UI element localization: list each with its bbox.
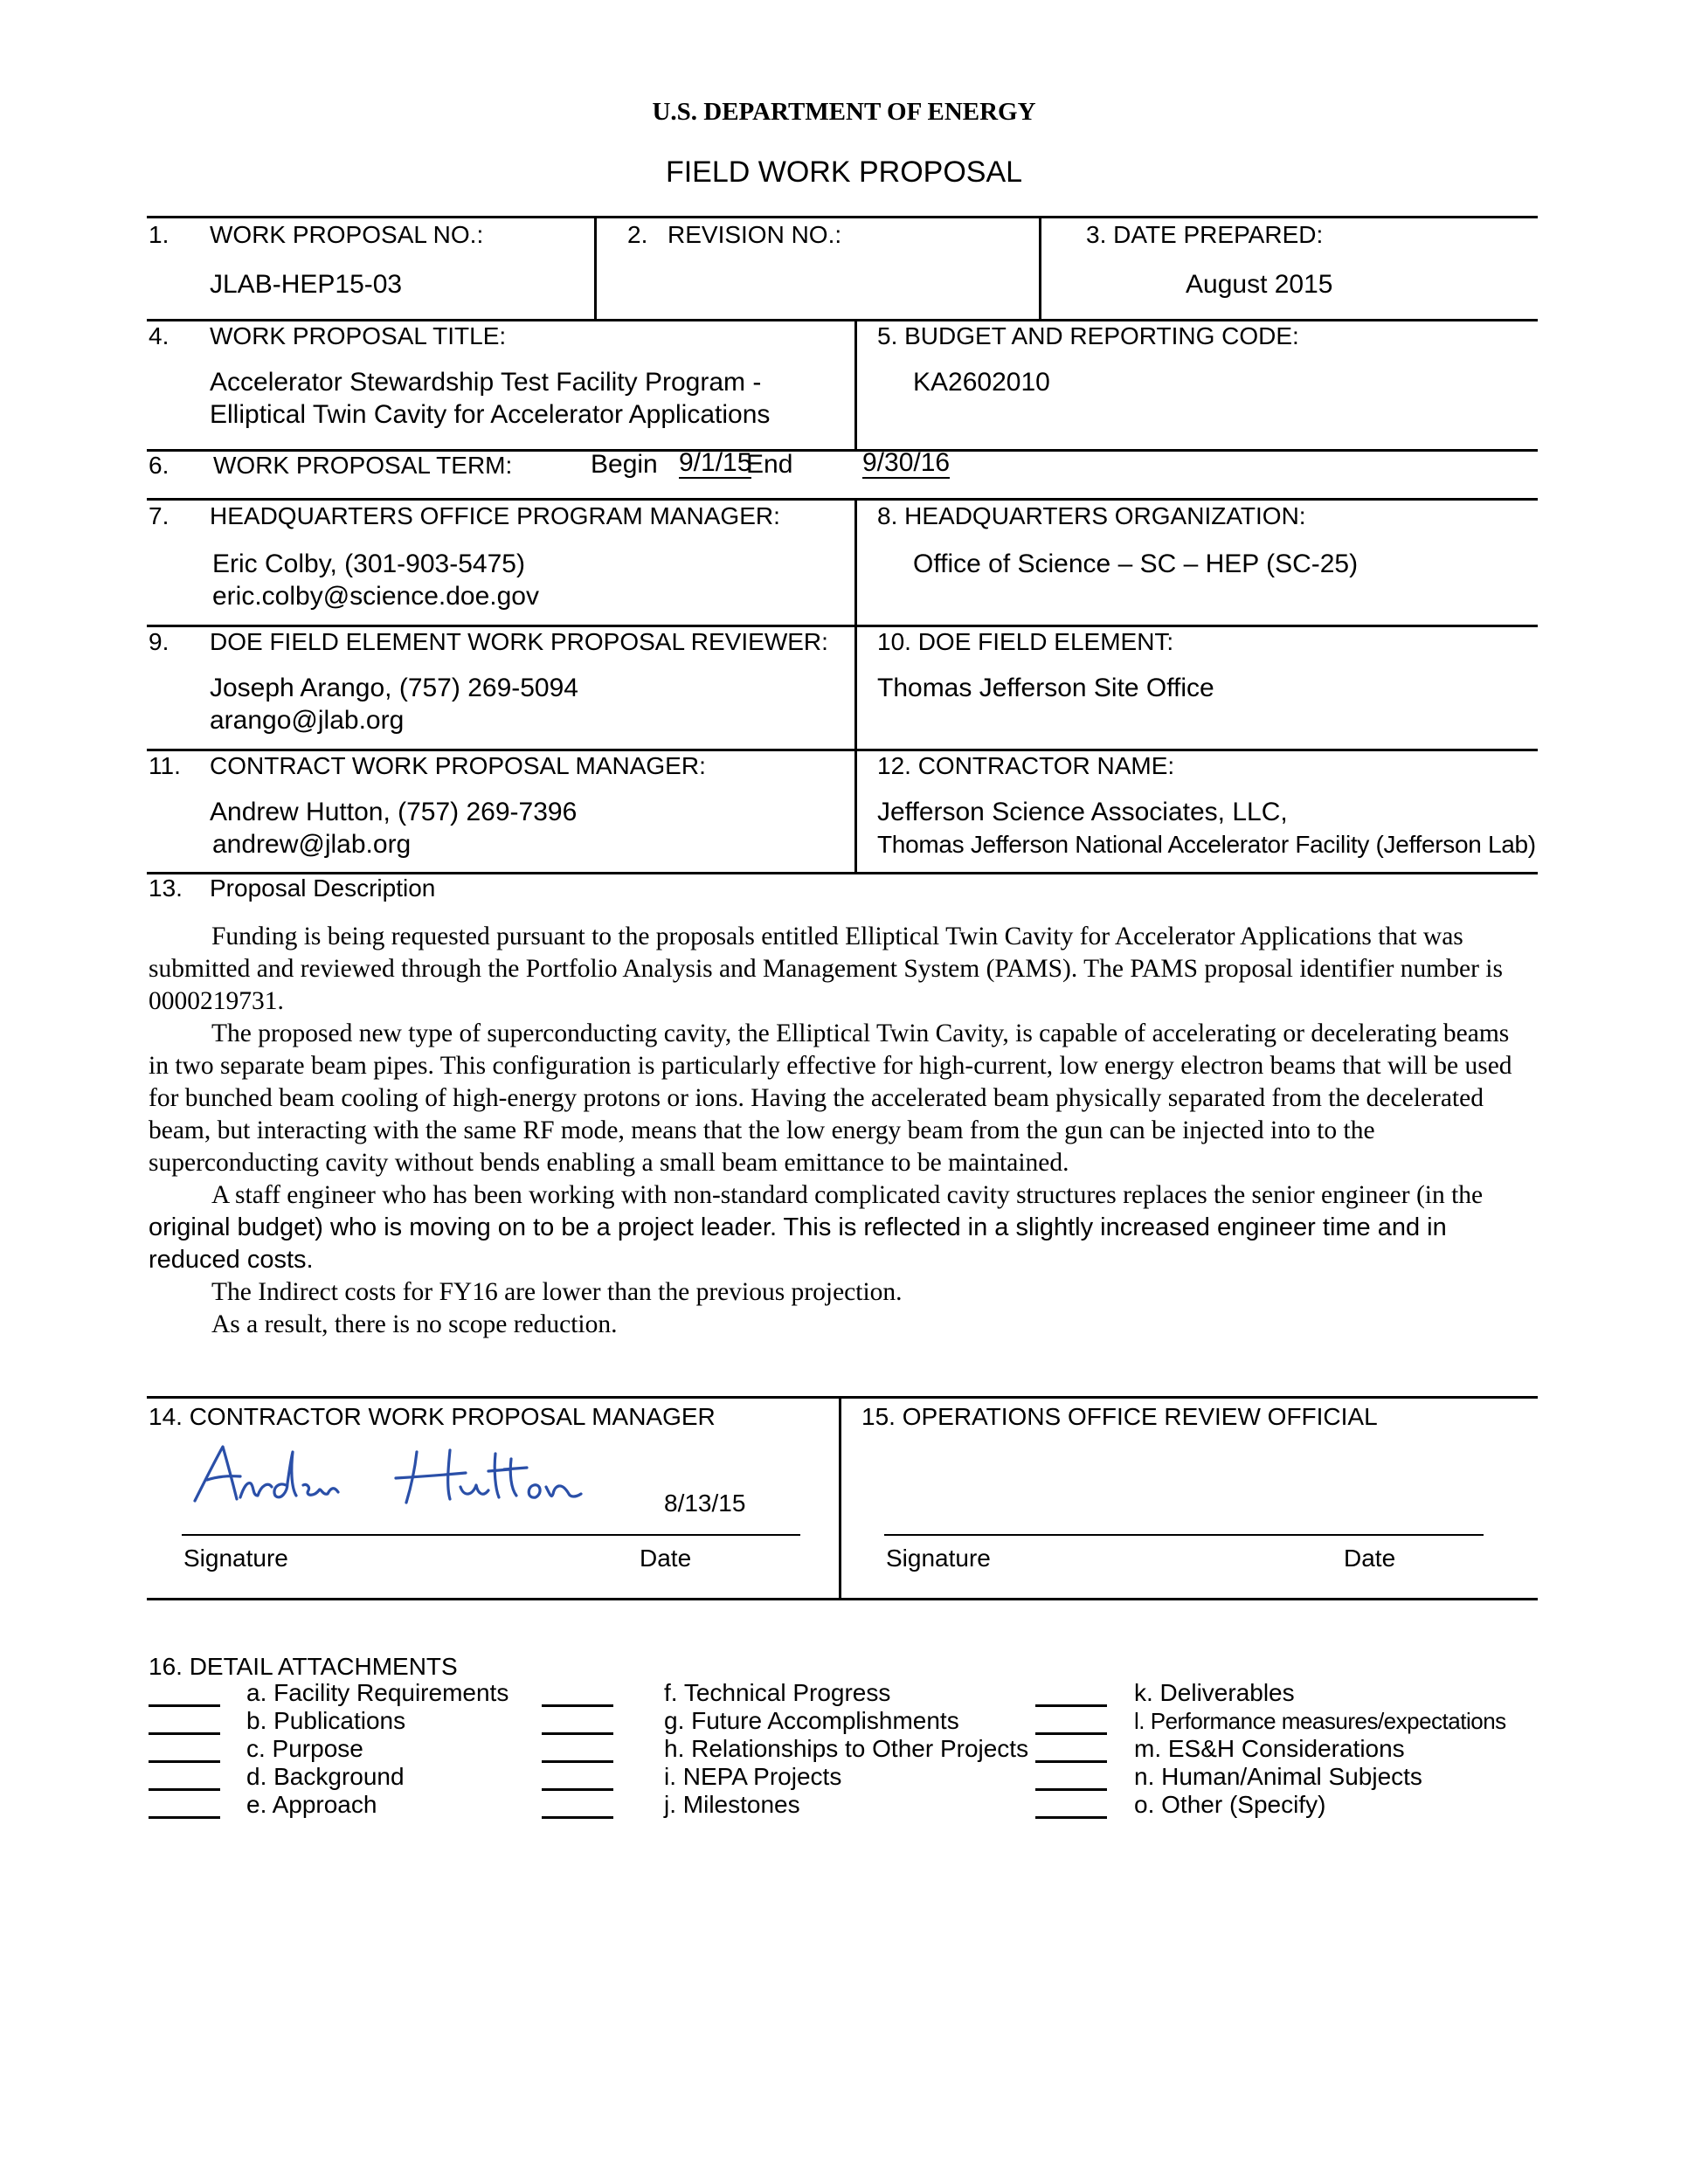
date-prepared: August 2015 [1186,270,1333,299]
field-10-label: 10. DOE FIELD ELEMENT: [877,628,1174,655]
reviewer-name-phone: Joseph Arango, (757) 269-5094 [210,674,578,702]
reviewer-email: arango@jlab.org [210,706,405,735]
field-13-number: 13. [149,874,183,902]
attachment-k-checkbox[interactable] [1035,1704,1107,1707]
description-paragraph-4: The Indirect costs for FY16 are lower than the previous projection. [211,1278,903,1306]
attachment-o-checkbox[interactable] [1035,1816,1107,1819]
date-label-15: Date [1344,1545,1396,1572]
headquarters-organization: Office of Science – SC – HEP (SC-25) [913,549,1359,578]
field-12-label: 12. CONTRACTOR NAME: [877,752,1175,779]
field-2-label: REVISION NO.: [668,221,842,248]
divider-1-2 [594,216,597,321]
attachment-n-label: n. Human/Animal Subjects [1134,1763,1422,1790]
field-5-label: 5. BUDGET AND REPORTING CODE: [877,322,1299,349]
attachment-c-checkbox[interactable] [149,1760,220,1763]
field-1-label: WORK PROPOSAL NO.: [210,221,484,248]
field-9-number: 9. [149,628,169,655]
program-manager-name-phone: Eric Colby, (301-903-5475) [212,549,525,578]
work-proposal-number: JLAB-HEP15-03 [210,270,403,299]
attachments-title: 16. DETAIL ATTACHMENTS [149,1653,458,1680]
field-4-number: 4. [149,322,169,349]
signature-line-15 [884,1534,1484,1536]
department-heading: U.S. DEPARTMENT OF ENERGY [652,98,1036,126]
signature-date-value: 8/13/15 [664,1489,746,1517]
field-9-label: DOE FIELD ELEMENT WORK PROPOSAL REVIEWER: [210,628,828,655]
proposal-description [149,921,1529,1341]
attachment-a-label: a. Facility Requirements [246,1679,509,1706]
field-1-number: 1. [149,221,169,248]
attachment-d-label: d. Background [246,1763,405,1790]
attachment-g-checkbox[interactable] [542,1732,613,1735]
rule-row-4 [147,498,1538,501]
field-3-label: 3. DATE PREPARED: [1086,221,1324,248]
program-manager-email: eric.colby@science.doe.gov [212,582,539,611]
term-end-date: 9/30/16 [862,448,951,477]
attachment-o-label: o. Other (Specify) [1134,1791,1326,1818]
field-13-label: Proposal Description [210,874,436,902]
attachment-m-checkbox[interactable] [1035,1760,1107,1763]
attachment-j-label: j. Milestones [664,1791,800,1818]
rule-signature-top [147,1396,1538,1399]
attachment-l-label: l. Performance measures/expectations [1134,1708,1506,1734]
budget-reporting-code: KA2602010 [913,368,1050,397]
field-7-label: HEADQUARTERS OFFICE PROGRAM MANAGER: [210,502,780,529]
work-proposal-title-line-1: Accelerator Stewardship Test Facility Program - [210,368,762,397]
attachment-n-checkbox[interactable] [1035,1788,1107,1791]
attachment-h-label: h. Relationships to Other Projects [664,1735,1029,1762]
attachment-b-checkbox[interactable] [149,1732,220,1735]
attachment-l-checkbox[interactable] [1035,1732,1107,1735]
attachment-k-label: k. Deliverables [1134,1679,1295,1706]
work-proposal-title-line-2: Elliptical Twin Cavity for Accelerator Applications [210,400,771,429]
field-14-label: 14. CONTRACTOR WORK PROPOSAL MANAGER [149,1403,716,1430]
contractor-name-line-1: Jefferson Science Associates, LLC, [877,798,1288,826]
contract-manager-name-phone: Andrew Hutton, (757) 269-7396 [210,798,578,826]
divider-7-8 [854,498,857,627]
signature-line-14 [182,1534,800,1536]
term-end-label: End [746,450,793,479]
description-paragraph-3 [149,1179,1529,1276]
attachment-c-label: c. Purpose [246,1735,363,1762]
field-11-label: CONTRACT WORK PROPOSAL MANAGER: [210,752,706,779]
attachment-e-label: e. Approach [246,1791,377,1818]
attachment-g-label: g. Future Accomplishments [664,1707,959,1734]
field-7-number: 7. [149,502,169,529]
attachment-f-label: f. Technical Progress [664,1679,891,1706]
attachment-e-checkbox[interactable] [149,1816,220,1819]
attachment-m-label: m. ES&H Considerations [1134,1735,1405,1762]
term-begin-date: 9/1/15 [679,448,752,477]
description-paragraph-1: Funding is being requested pursuant to the proposals entitled Elliptical Twin Cavity for Accelerator Applications that was submitted and reviewed through the Portfolio Analysis and Management System (PAMS). The PAMS proposal identifier number is 0000219731. [149,923,1503,1015]
description-paragraph-3-sans: original budget) who is moving on to be a project leader. This is reflected in a slightly increased engineer time and in reduced costs. [149,1213,1447,1274]
attachment-f-checkbox[interactable] [542,1704,613,1707]
signature-label-15: Signature [886,1545,991,1572]
field-4-label: WORK PROPOSAL TITLE: [210,322,507,349]
field-11-number: 11. [149,752,181,779]
attachment-j-checkbox[interactable] [542,1816,613,1819]
attachment-i-checkbox[interactable] [542,1788,613,1791]
field-6-label: WORK PROPOSAL TERM: [213,452,513,479]
field-15-label: 15. OPERATIONS OFFICE REVIEW OFFICIAL [861,1403,1378,1430]
contract-manager-email: andrew@jlab.org [212,830,412,859]
field-2-number: 2. [627,221,648,248]
field-8-label: 8. HEADQUARTERS ORGANIZATION: [877,502,1306,529]
description-paragraph-2: The proposed new type of superconducting cavity, the Elliptical Twin Cavity, is capable of accelerating or decelerating beams in two separate beam pipes. This configuration is particularly effective for high-current, low energy electron beams that will be used for bunched beam cooling of high-energy protons or ions. Having the accelerated beam physically separated from the decelerated beam, but interacting with the same RF mode, means that the low energy beam from the gun can be injected into to the superconducting cavity without bends enabling a small beam emittance to be maintained. [149,1019,1512,1177]
date-label-14: Date [640,1545,692,1572]
attachment-i-label: i. NEPA Projects [664,1763,842,1790]
attachment-a-checkbox[interactable] [149,1704,220,1707]
field-6-number: 6. [149,452,169,479]
attachment-b-label: b. Publications [246,1707,406,1734]
divider-4-5 [854,319,857,452]
contractor-name-line-2: Thomas Jefferson National Accelerator Facility (Jefferson Lab) [877,831,1536,858]
divider-9-10 [854,625,857,749]
rule-top [147,216,1538,218]
divider-14-15 [839,1396,841,1600]
attachment-h-checkbox[interactable] [542,1760,613,1763]
description-paragraph-5: As a result, there is no scope reduction. [211,1310,618,1338]
rule-signature-bottom [147,1598,1538,1600]
handwritten-signature [188,1433,590,1520]
divider-2-3 [1039,216,1041,321]
term-begin-label: Begin [591,450,658,479]
signature-label-14: Signature [183,1545,288,1572]
attachment-d-checkbox[interactable] [149,1788,220,1791]
form-title: FIELD WORK PROPOSAL [665,156,1023,189]
doe-field-element: Thomas Jefferson Site Office [877,674,1214,702]
description-paragraph-3-serif: A staff engineer who has been working with non-standard complicated cavity structures replaces the senior engineer (in the [211,1181,1484,1209]
divider-11-12 [854,749,857,874]
